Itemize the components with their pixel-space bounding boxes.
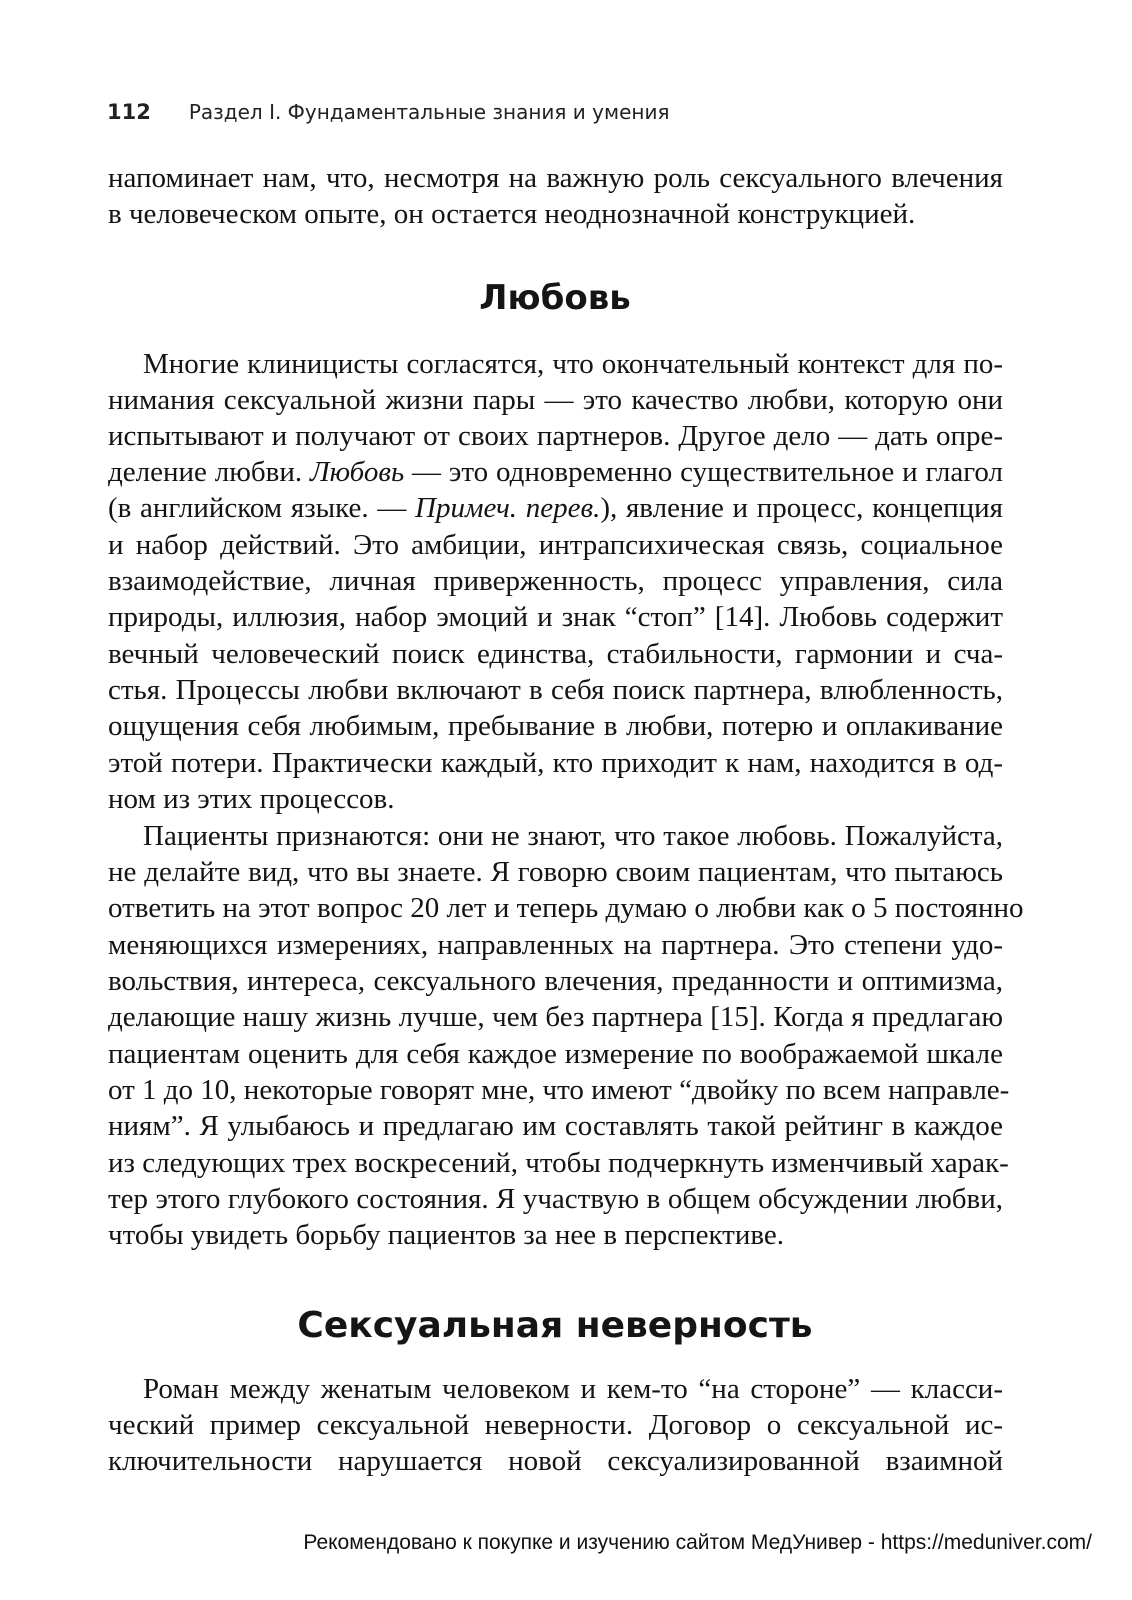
section-title: Раздел I. Фундаментальные знания и умения <box>188 100 670 124</box>
body-line: тер этого глубокого состояния. Я участвую в общем обсуждении любви, <box>108 1183 1003 1215</box>
body-line: этой потери. Практически каждый, кто приходит к нам, находится в од- <box>108 747 1003 779</box>
running-header <box>107 100 670 124</box>
body-line: вечный человеческий поиск единства, стабильности, гармонии и сча- <box>108 638 1003 670</box>
translator-note: Примеч. перев. <box>415 492 601 524</box>
body-line: вольствия, интереса, сексуального влечения, преданности и оптимизма, <box>108 965 1003 997</box>
body-line: ческий пример сексуальной неверности. Договор о сексуальной ис- <box>108 1409 1003 1441</box>
page-number: 112 <box>107 100 151 124</box>
body-line: ключительности нарушается новой сексуализированной взаимной <box>108 1445 1003 1477</box>
footer-watermark: Рекомендовано к покупке и изучению сайтом МедУнивер - https://meduniver.com/ <box>303 1531 1092 1554</box>
body-line: природы, иллюзия, набор эмоций и знак “стоп” [14]. Любовь содержит <box>108 601 1003 633</box>
body-line: ответить на этот вопрос 20 лет и теперь думаю о любви как о 5 постоянно <box>108 892 1024 924</box>
body-line: ном из этих процессов. <box>108 783 395 815</box>
body-text: ), явление и процесс, концепция <box>600 492 1004 524</box>
body-line: Многие клиницисты согласятся, что окончательный контекст для по- <box>143 348 1003 380</box>
italic-term: Любовь <box>309 456 405 488</box>
body-line: чтобы увидеть борьбу пациентов за нее в перспективе. <box>108 1219 785 1251</box>
body-line: из следующих трех воскресений, чтобы подчеркнуть изменчивый харак- <box>108 1147 1009 1179</box>
body-line: не делайте вид, что вы знаете. Я говорю своим пациентам, что пытаюсь <box>108 856 1003 888</box>
body-line: в человеческом опыте, он остается неоднозначной конструкцией. <box>108 198 916 230</box>
body-line: и набор действий. Это амбиции, интрапсихическая связь, социальное <box>108 529 1003 561</box>
body-text: деление любви. <box>108 456 303 488</box>
section-heading-infidelity: Сексуальная неверность <box>297 1305 813 1346</box>
body-line: ощущения себя любимым, пребывание в любви, потерю и оплакивание <box>108 710 1003 742</box>
body-line: напоминает нам, что, несмотря на важную роль сексуального влечения <box>108 162 1003 194</box>
body-line: от 1 до 10, некоторые говорят мне, что имеют “двойку по всем направле- <box>108 1074 1010 1106</box>
body-text: — это одновременно существительное и глагол <box>412 456 1004 488</box>
body-line: Пациенты признаются: они не знают, что такое любовь. Пожалуйста, <box>143 820 1003 852</box>
body-line: делающие нашу жизнь лучше, чем без партнера [15]. Когда я предлагаю <box>108 1001 1003 1033</box>
body-line: испытывают и получают от своих партнеров. Другое дело — дать опре- <box>108 420 1003 452</box>
body-line: Роман между женатым человеком и кем-то “на стороне” — класси- <box>143 1373 1003 1405</box>
body-text: (в английском языке. — <box>108 492 407 524</box>
section-heading-love: Любовь <box>479 278 631 318</box>
body-line: нимания сексуальной жизни пары — это качество любви, которую они <box>108 384 1003 416</box>
body-line <box>108 490 1003 526</box>
body-line: стья. Процессы любви включают в себя поиск партнера, влюбленность, <box>108 674 1003 706</box>
body-line: ниям”. Я улыбаюсь и предлагаю им составлять такой рейтинг в каждое <box>108 1110 1003 1142</box>
body-line: пациентам оценить для себя каждое измерение по воображаемой шкале <box>108 1038 1003 1070</box>
body-line: меняющихся измерениях, направленных на партнера. Это степени удо- <box>108 929 1003 961</box>
body-line: взаимодействие, личная приверженность, процесс управления, сила <box>108 565 1003 597</box>
body-line <box>108 454 1003 490</box>
